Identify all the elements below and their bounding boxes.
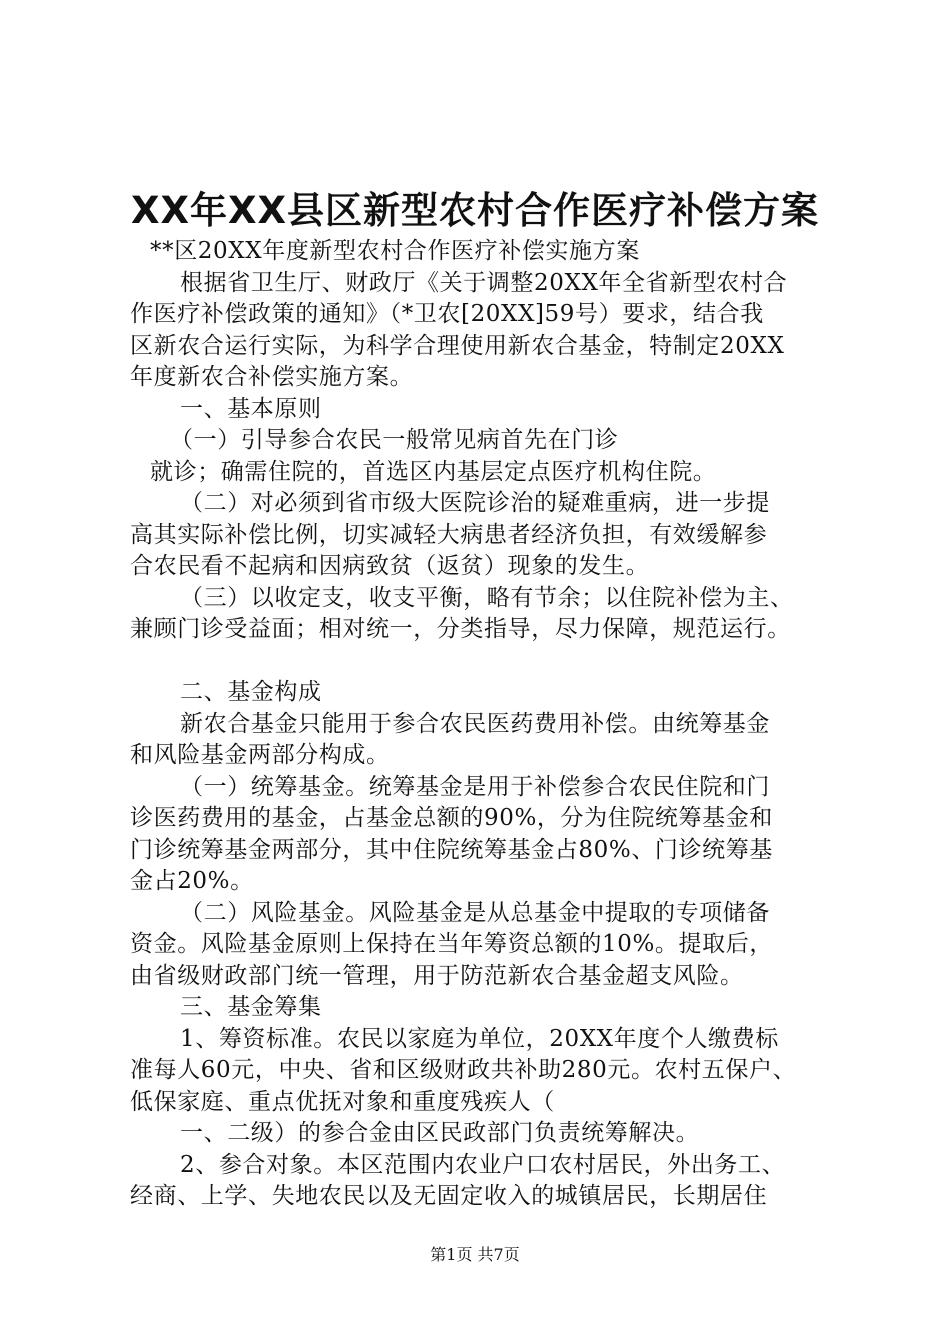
- paragraph-line: 作医疗补偿政策的通知》（*卫农[20XX]59号）要求，结合我: [130, 301, 764, 327]
- paragraph-line: 金占20%。: [130, 868, 254, 894]
- subtitle-line: **区20XX年度新型农村合作医疗补偿实施方案: [150, 238, 640, 264]
- paragraph-line: 新农合基金只能用于参合农民医药费用补偿。由统筹基金: [180, 710, 770, 737]
- paragraph-line: 一、二级）的参合金由区民政部门负责统筹解决。: [180, 1120, 700, 1146]
- paragraph-line: 准每人60元，中央、省和区级财政共补助280元。农村五保户、: [130, 1057, 797, 1083]
- page-footer: 第1页 共7页: [430, 1245, 520, 1264]
- paragraph-line: 合农民看不起病和因病致贫（返贫）现象的发生。: [130, 553, 650, 579]
- paragraph-line: 诊医药费用的基金，占基金总额的90%，分为住院统筹基金和: [130, 805, 773, 831]
- paragraph-line: 高其实际补偿比例，切实减轻大病患者经济负担，有效缓解参: [130, 521, 768, 548]
- section-heading: 二、基金构成: [180, 679, 322, 705]
- blank-line: [130, 646, 840, 678]
- paragraph-line: 就诊；确需住院的，首选区内基层定点医疗机构住院。: [150, 458, 717, 485]
- paragraph-line: 和风险基金两部分构成。: [130, 742, 390, 768]
- paragraph-line: 门诊统筹基金两部分，其中住院统筹基金占80%、门诊统筹基: [130, 836, 773, 863]
- section-heading: 三、基金筹集: [180, 994, 322, 1020]
- paragraph-line: （三）以收定支，收支平衡，略有节余；以住院补偿为主、: [180, 584, 794, 611]
- paragraph-line: 经商、上学、失地农民以及无固定收入的城镇居民，长期居住: [130, 1183, 768, 1209]
- paragraph-line: （二）对必须到省市级大医院诊治的疑难重病，进一步提: [180, 490, 770, 516]
- paragraph-line: 由省级财政部门统一管理，用于防范新农合基金超支风险。: [130, 962, 744, 989]
- paragraph-line: 兼顾门诊受益面；相对统一，分类指导，尽力保障，规范运行。: [130, 616, 791, 642]
- paragraph-line: 年度新农合补偿实施方案。: [130, 364, 414, 390]
- paragraph-line: （一）统筹基金。统筹基金是用于补偿参合农民住院和门: [180, 773, 770, 800]
- paragraph-line: 区新农合运行实际，为科学合理使用新农合基金，特制定20XX: [130, 332, 785, 359]
- paragraph-line: （一）引导参合农民一般常见病首先在门诊: [170, 427, 619, 453]
- document-title: XX年XX县区新型农村合作医疗补偿方案: [130, 189, 820, 232]
- paragraph-line: 根据省卫生厅、财政厅《关于调整20XX年全省新型农村合: [180, 269, 788, 296]
- document-body: [130, 236, 840, 1213]
- paragraph-line: 1、筹资标准。农民以家庭为单位，20XX年度个人缴费标: [180, 1025, 779, 1052]
- paragraph-line: 低保家庭、重点优抚对象和重度残疾人（: [130, 1088, 555, 1115]
- paragraph-line: 2、参合对象。本区范围内农业户口农村居民，外出务工、: [180, 1151, 786, 1178]
- paragraph-line: 资金。风险基金原则上保持在当年筹资总额的10%。提取后，: [130, 931, 773, 957]
- section-heading: 一、基本原则: [180, 395, 322, 422]
- paragraph-line: （二）风险基金。风险基金是从总基金中提取的专项储备: [180, 899, 770, 926]
